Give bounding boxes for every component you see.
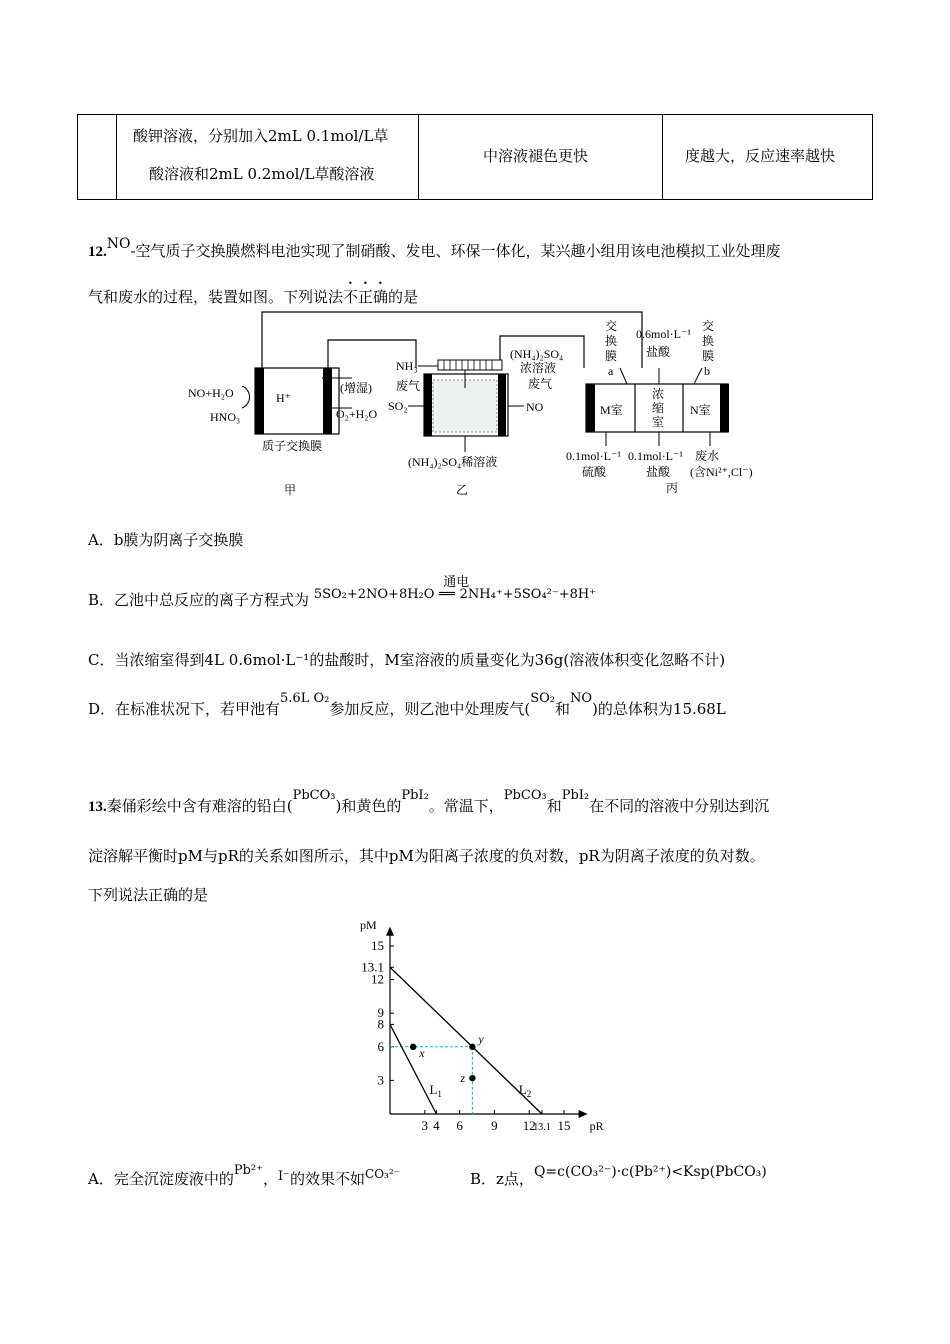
x-axis-arrow <box>579 1110 588 1118</box>
jia-left-electrode <box>255 368 264 434</box>
emphasized-text: 不正确 <box>343 288 389 306</box>
data-point-x <box>410 1044 416 1050</box>
option-text: ， <box>263 1170 279 1188</box>
conc-solution-label: 浓溶液 <box>520 361 557 375</box>
membrane-b-label: 交 <box>702 319 715 333</box>
waste-gas-label: 废气 <box>396 379 421 393</box>
option-text: B．z点， <box>470 1170 534 1188</box>
q12-option-d <box>88 691 726 719</box>
q12-option-b <box>88 575 597 610</box>
equation-condition-text: 通电 <box>443 575 470 590</box>
pbco3-formula: PbCO₃ <box>503 788 547 803</box>
q12-option-c: C．当浓缩室得到4L 0.6mol·L⁻¹的盐酸时，M室溶液的质量变化为36g(溶液体积变化忽略不计) <box>88 651 726 669</box>
no-formula: NO <box>570 691 593 706</box>
equation-condition: 通电 ══ <box>439 587 455 602</box>
x-tick-label: 12 <box>522 1118 536 1133</box>
q12-option-a: A．b膜为阴离子交换膜 <box>88 531 244 549</box>
m-room-label: M室 <box>600 403 623 417</box>
conc-room-label: 浓 <box>652 387 665 401</box>
data-point-label: y <box>478 1031 484 1046</box>
q13-stem-line1 <box>88 788 770 816</box>
x-tick-label: 13.1 <box>533 1122 551 1133</box>
option-text: 和 <box>554 700 570 718</box>
q12-stem-text: 气和废水的过程，装置如图。下列说法 <box>88 288 344 306</box>
question-number: 12. <box>88 244 107 260</box>
x-axis-label: pR <box>589 1119 604 1133</box>
option-text: D．在标准状况下，若甲池有 <box>88 700 281 718</box>
table-cell-text: 度越大，反应速率越快 <box>685 147 836 165</box>
series-line-l1 <box>390 1024 436 1114</box>
x-tick-label: 3 <box>421 1118 429 1133</box>
equation-right: 2NH₄⁺+5SO₄²⁻+8H⁺ <box>459 587 597 602</box>
ammonium-sulfate-label: (NH₄)₂SO₄ <box>510 347 564 361</box>
so2-formula: SO₂ <box>530 691 555 706</box>
so2-label: SO₂ <box>388 399 408 413</box>
q13-stem-line3: 下列说法正确的是 <box>88 886 209 904</box>
h2so4-conc-label: 0.1mol·L⁻¹ <box>566 449 621 463</box>
q13-stem-text: 在不同的溶液中分别达到沉 <box>589 797 770 815</box>
hno3-label: HNO₃ <box>210 410 241 424</box>
conc-room-label: 室 <box>652 415 665 429</box>
yi-left-electrode <box>424 374 432 436</box>
q13-stem-text: )和黄色的 <box>335 797 402 815</box>
pem-label: 质子交换膜 <box>262 439 323 453</box>
bing-right-electrode <box>720 384 729 432</box>
option-text: A．完全沉淀废液中的 <box>88 1170 234 1188</box>
table-cell-operation <box>116 115 418 199</box>
q13-option-a <box>88 1163 401 1189</box>
h2so4-label: 硫酸 <box>582 465 607 479</box>
membrane-a-label: 交 <box>605 319 618 333</box>
x-tick-label: 9 <box>491 1118 498 1133</box>
pb-ion: Pb²⁺ <box>233 1163 263 1178</box>
bing-label: 丙 <box>666 481 679 495</box>
table-cell-line: 酸钾溶液，分别加入2mL 0.1mol/L草 <box>133 127 389 145</box>
option-text: )的总体积为15.68L <box>592 700 726 718</box>
bing-left-electrode <box>586 384 595 432</box>
pbi2-formula: PbI₂ <box>561 788 590 803</box>
nh3-label: NH₃ <box>396 359 418 373</box>
wastewater-label: 废水 <box>695 449 720 463</box>
membrane-a-letter: a <box>608 364 614 378</box>
x-tick-label: 4 <box>433 1118 440 1133</box>
option-text: 的效果不如 <box>290 1170 366 1188</box>
cell-apparatus-diagram <box>180 308 780 508</box>
n-room-label: N室 <box>690 403 711 417</box>
option-b-equation: Q=c(CO₃²⁻)·c(Pb²⁺)<Ksp(PbCO₃) <box>533 1164 767 1180</box>
option-text: B．乙池中总反应的离子方程式为 <box>88 591 310 609</box>
y-tick-label: 15 <box>371 938 384 953</box>
hcl-label: 盐酸 <box>646 465 671 479</box>
dilute-solution-label: (NH₄)₂SO₄稀溶液 <box>408 455 498 469</box>
y-axis-arrow <box>386 927 394 936</box>
membrane-b-label: 膜 <box>702 349 715 363</box>
experiment-table-row <box>77 114 873 200</box>
pm-pr-chart <box>350 908 610 1140</box>
q12-stem-text: -空气质子交换膜燃料电池实现了制硝酸、发电、环保一体化，某兴趣小组用该电池模拟工业处理废 <box>130 242 781 260</box>
ions-label: (含Ni²⁺,Cl⁻) <box>690 465 753 479</box>
series-label-l2: $L_2$ <box>518 1081 532 1099</box>
y-tick-label: 8 <box>377 1016 384 1032</box>
y-tick-label: 13.1 <box>361 959 384 975</box>
hcl-06-label: 0.6mol·L⁻¹ <box>636 327 691 341</box>
series-label-l1: $L_1$ <box>429 1081 442 1099</box>
hcl-01-label: 0.1mol·L⁻¹ <box>628 449 683 463</box>
q13-option-b <box>470 1164 767 1189</box>
o2-h2o-label: O₂+H₂O <box>336 407 378 421</box>
iodide-ion: I⁻ <box>278 1169 291 1184</box>
equation-left: 5SO₂+2NO+8H₂O <box>313 587 435 602</box>
q13-stem-text: 秦俑彩绘中含有难溶的铅白( <box>106 797 293 815</box>
pbi2-formula: PbI₂ <box>401 788 429 803</box>
yi-label: 乙 <box>456 483 469 497</box>
y-tick-label: 12 <box>371 971 384 987</box>
q13-stem-text: 。常温下， <box>428 797 504 815</box>
y-axis-label: pM <box>360 917 377 932</box>
table-cell-text: 中溶液褪色更快 <box>483 147 589 165</box>
jia-label: 甲 <box>284 483 297 497</box>
carbonate-ion: CO₃²⁻ <box>365 1167 401 1181</box>
table-cell-conclusion <box>662 115 874 199</box>
x-tick-label: 6 <box>456 1118 463 1133</box>
membrane-b-letter: b <box>704 364 710 378</box>
table-cell-line: 酸溶液和2mL 0.2mol/L草酸溶液 <box>149 165 375 183</box>
table-cell-phenomenon <box>418 115 662 199</box>
no-label: NO <box>526 400 544 414</box>
y-tick-label: 6 <box>377 1038 384 1054</box>
q13-stem-line2: 淀溶解平衡时pM与pR的关系如图所示，其中pM为阳离子浓度的负对数，pR为阴离子浓度的负对数。 <box>88 847 765 865</box>
membrane-a-label: 换 <box>605 334 618 348</box>
y-tick-label: 9 <box>377 1005 384 1021</box>
no-h2o-label: NO+H₂O <box>188 386 234 400</box>
conc-room-label: 缩 <box>652 401 665 415</box>
data-point-label: z <box>460 1071 466 1086</box>
question-number: 13. <box>88 799 107 815</box>
o2-formula: 5.6L O₂ <box>280 691 330 706</box>
h-plus-label: H⁺ <box>276 391 291 405</box>
q12-stem-line2 <box>88 279 418 307</box>
q13-stem-text: 和 <box>546 797 562 815</box>
data-point-z <box>469 1075 475 1081</box>
data-point-y <box>469 1044 475 1050</box>
membrane-b-label: 换 <box>702 334 715 348</box>
hcl-06-label: 盐酸 <box>646 345 671 359</box>
y-tick-label: 3 <box>377 1072 384 1088</box>
data-point-label: x <box>419 1045 425 1060</box>
humid-label: (增湿) <box>340 381 372 395</box>
yi-right-electrode <box>498 374 506 436</box>
no-formula: NO <box>106 236 131 252</box>
q12-stem-line1 <box>88 236 781 261</box>
pbco3-formula: PbCO₃ <box>292 788 336 803</box>
q12-stem-text: 的是 <box>388 288 419 306</box>
waste-gas-label-2: 废气 <box>528 377 553 391</box>
x-tick-label: 15 <box>557 1118 571 1133</box>
membrane-a-label: 膜 <box>605 349 618 363</box>
option-text: 参加反应，则乙池中处理废气( <box>329 700 531 718</box>
